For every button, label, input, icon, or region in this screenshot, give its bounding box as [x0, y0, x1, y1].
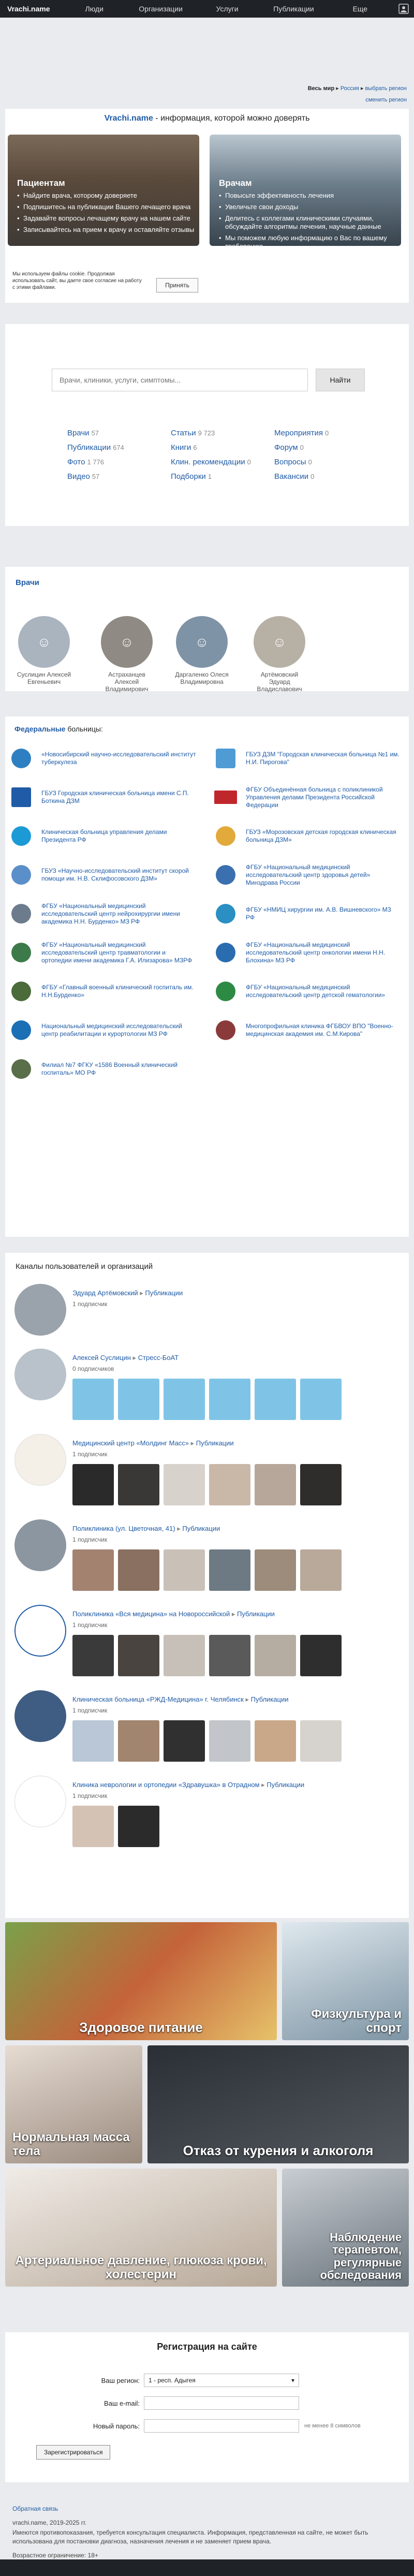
stat-link[interactable]: Публикации 674 — [67, 443, 124, 452]
region-world[interactable]: Весь мир — [307, 85, 335, 92]
channel-item[interactable] — [14, 1349, 403, 1426]
avatar — [14, 1776, 66, 1827]
doctor-card[interactable] — [173, 616, 230, 685]
hospital-logo — [5, 942, 37, 963]
channel-thumbnails — [72, 1379, 342, 1420]
hospitals-heading: Федеральные больницы: — [14, 725, 103, 733]
post-thumbnail[interactable] — [118, 1464, 159, 1505]
feedback-link[interactable]: Обратная связь — [12, 2505, 58, 2512]
channel-item[interactable] — [14, 1519, 403, 1597]
hospital-logo — [5, 825, 37, 847]
avatar: ☺ — [18, 616, 70, 668]
hospital-item[interactable]: ГБУЗ ДЗМ "Городская клиническая больница №1 им. Н.И. Пирогова" — [210, 745, 401, 772]
registration-heading: Регистрация на сайте — [157, 2341, 257, 2352]
disclaimer: Имеются противопоказания, требуется консультация специалиста. Информация, представленная на сайте, не может быть использована для постановки диагноза, назначения лечения и не заменяет прием врача. — [12, 2529, 368, 2545]
arrow-right-icon: ▸ — [360, 85, 365, 92]
patients-title: Пациентам — [17, 178, 65, 188]
channel-subscribers: 0 подписчиков — [72, 1365, 114, 1372]
post-thumbnail[interactable] — [255, 1635, 296, 1676]
stat-link[interactable]: Врачи 57 — [67, 429, 99, 437]
hospital-logo — [5, 1058, 37, 1080]
channel-subscribers: 1 подписчик — [72, 1707, 108, 1714]
doctor-name: Суслицин Алексей Евгеньевич — [17, 671, 71, 685]
channel-item[interactable] — [14, 1605, 403, 1682]
channel-name[interactable]: Поликлиника (ул. Цветочная, 41) ▸ Публикации — [72, 1525, 220, 1532]
doctor-card[interactable] — [98, 616, 155, 693]
stat-link[interactable]: Фото 1 776 — [67, 458, 105, 466]
password-field[interactable] — [144, 2419, 299, 2433]
hospital-item[interactable]: ФГБУ «Национальный медицинский исследовательский центр детской гематологии» — [210, 978, 401, 1005]
hospital-logo — [210, 748, 242, 769]
channel-item[interactable] — [14, 1434, 403, 1512]
nav-publications[interactable]: Публикации — [273, 5, 314, 13]
avatar — [14, 1605, 66, 1657]
post-thumbnail[interactable] — [209, 1379, 250, 1420]
doctors-item: • Повысьте эффективность лечения — [219, 192, 401, 200]
hospital-item[interactable]: ФГБУ «НМИЦ хирургии им. А.В. Вишневского» МЗ РФ — [210, 900, 401, 927]
hospital-item[interactable]: Многопрофильная клиника ФГБВОУ ВПО "Военно-медицинская академия им. С.М.Кирова" — [210, 1017, 401, 1044]
main-nav — [61, 5, 393, 13]
stat-link[interactable]: Вопросы 0 — [274, 458, 312, 466]
stat-link[interactable]: Форум 0 — [274, 443, 304, 452]
hospital-item[interactable]: ГБУЗ «Научно-исследовательский институт скорой помощи им. Н.В. Склифосовского ДЗМ» — [5, 861, 197, 888]
nav-organizations[interactable]: Организации — [139, 5, 183, 13]
post-thumbnail[interactable] — [209, 1720, 250, 1762]
chevron-down-icon: ▾ — [291, 2377, 294, 2384]
search-button[interactable]: Найти — [316, 369, 365, 391]
footer — [5, 2505, 409, 2565]
channel-subscribers: 1 подписчик — [72, 1536, 108, 1543]
post-thumbnail[interactable] — [209, 1635, 250, 1676]
doctor-card[interactable] — [16, 616, 72, 685]
site-logo[interactable]: Vrachi.name — [7, 5, 50, 13]
post-thumbnail[interactable] — [164, 1464, 205, 1505]
hero-section — [5, 109, 409, 303]
hospital-logo — [210, 825, 242, 847]
post-thumbnail[interactable] — [300, 1464, 342, 1505]
tile-no-smoking[interactable]: Отказ от курения и алкоголя — [147, 2045, 409, 2163]
nav-more[interactable]: Еще — [352, 5, 368, 13]
hospital-item[interactable]: ГБУЗ Городская клиническая больница имени С.П. Боткина ДЗМ — [5, 784, 197, 811]
patients-item: • Задавайте вопросы лечащему врачу на нашем сайте — [17, 214, 199, 223]
cookie-text: Мы используем файлы cookie. Продолжая использовать сайт, вы даете свое согласие на работу с этими файлами. — [12, 271, 142, 290]
post-thumbnail[interactable] — [118, 1549, 159, 1591]
tile-sport[interactable]: Физкультура и спорт — [282, 1922, 409, 2040]
hospital-logo — [5, 786, 37, 808]
search-section — [5, 324, 409, 526]
password-label: Новый пароль: — [93, 2422, 140, 2430]
post-thumbnail[interactable] — [164, 1549, 205, 1591]
hospital-logo — [210, 903, 242, 925]
channel-thumbnails — [72, 1720, 342, 1762]
channel-name[interactable]: Клиника неврологии и ортопедии «Здравушка» в Отрадном ▸ Публикации — [72, 1781, 305, 1789]
post-thumbnail[interactable] — [300, 1549, 342, 1591]
post-thumbnail[interactable] — [164, 1635, 205, 1676]
patients-item: • Записывайтесь на прием к врачу и оставляйте отзывы — [17, 226, 199, 234]
hospital-logo — [210, 786, 242, 808]
post-thumbnail[interactable] — [300, 1379, 342, 1420]
copyright: vrachi.name, 2019-2025 гг. — [12, 2519, 87, 2526]
post-thumbnail[interactable] — [209, 1464, 250, 1505]
password-row — [57, 2419, 361, 2433]
avatar — [14, 1519, 66, 1571]
channels-heading: Каналы пользователей и организаций — [16, 1262, 153, 1271]
doctors-heading: Врачи — [16, 578, 39, 587]
post-thumbnail[interactable] — [72, 1464, 114, 1505]
bottom-bar — [0, 2559, 414, 2576]
post-thumbnail[interactable] — [72, 1379, 114, 1420]
channel-thumbnails — [72, 1806, 159, 1847]
region-country[interactable]: Россия — [340, 85, 359, 92]
doctor-name: Даргаленко Олеся Владимировна — [175, 671, 229, 685]
doctors-panel[interactable] — [210, 135, 401, 250]
register-button[interactable]: Зарегистрироваться — [36, 2445, 110, 2460]
channel-item[interactable] — [14, 1690, 403, 1768]
channel-subscribers: 1 подписчик — [72, 1300, 108, 1308]
avatar: ☺ — [176, 616, 228, 668]
registration-form — [5, 2332, 409, 2482]
channel-thumbnails — [72, 1464, 342, 1505]
hospital-item[interactable]: ФГБУ «Национальный медицинский исследовательский центр нейрохирургии имени академика Н.Н. Бурденко» МЗ РФ — [5, 900, 197, 927]
post-thumbnail[interactable] — [209, 1549, 250, 1591]
stat-link[interactable]: Подборки 1 — [171, 472, 212, 481]
doctor-name: Артёмовский Эдуард Владиславович — [257, 671, 302, 693]
hospital-logo — [5, 864, 37, 886]
tile-checkup[interactable]: Наблюдение терапевтом, регулярные обследования — [282, 2169, 409, 2287]
email-field[interactable] — [144, 2396, 299, 2410]
post-thumbnail[interactable] — [164, 1720, 205, 1762]
hospital-item[interactable]: ФГБУ «Главный военный клинический госпиталь им. Н.Н.Бурденко» — [5, 978, 197, 1005]
post-thumbnail[interactable] — [300, 1635, 342, 1676]
channel-name[interactable]: Клиническая больница «РЖД-Медицина» г. Челябинск ▸ Публикации — [72, 1695, 289, 1703]
stat-link[interactable]: Мероприятия 0 — [274, 429, 329, 437]
age-restriction: Возрастное ограничение: 18+ — [12, 2552, 98, 2559]
tile-blood-pressure[interactable]: Артериальное давление, глюкоза крови, холестерин — [5, 2169, 277, 2287]
hospital-item[interactable]: Клиническая больница управления делами Президента РФ — [5, 823, 197, 850]
channel-item[interactable] — [14, 1776, 403, 1853]
search-input[interactable] — [52, 369, 308, 391]
post-thumbnail[interactable] — [300, 1720, 342, 1762]
region-select[interactable]: 1 - респ. Адыгея ▾ — [144, 2374, 299, 2387]
channel-name[interactable]: Поликлиника «Вся медицина» на Новороссийской ▸ Публикации — [72, 1610, 275, 1618]
hospital-logo — [5, 903, 37, 925]
doctor-name: Астраханцев Алексей Владимирович — [105, 671, 149, 693]
email-label: Ваш e-mail: — [104, 2399, 140, 2407]
region-selector — [308, 85, 407, 103]
post-thumbnail[interactable] — [255, 1720, 296, 1762]
doctors-section — [5, 567, 409, 691]
nav-services[interactable]: Услуги — [216, 5, 239, 13]
post-thumbnail[interactable] — [72, 1806, 114, 1847]
hospital-item[interactable]: ФГБУ «Национальный медицинский исследовательский центр онкологии имени Н.Н. Блохина» МЗ РФ — [210, 939, 401, 966]
user-icon — [398, 4, 409, 14]
hospital-item[interactable]: ГБУЗ «Морозовская детская городская клиническая больница ДЗМ» — [210, 823, 401, 850]
avatar — [14, 1284, 66, 1336]
post-thumbnail[interactable] — [118, 1806, 159, 1847]
post-thumbnail[interactable] — [255, 1379, 296, 1420]
tile-healthy-food[interactable]: Здоровое питание — [5, 1922, 277, 2040]
post-thumbnail[interactable] — [164, 1379, 205, 1420]
hospital-item[interactable]: «Новосибирский научно-исследовательский институт туберкулеза — [5, 745, 197, 772]
channel-name[interactable]: Эдуард Артёмовский ▸ Публикации — [72, 1289, 183, 1297]
hospital-logo — [5, 1019, 37, 1041]
post-thumbnail[interactable] — [72, 1549, 114, 1591]
channels-section — [5, 1253, 409, 1918]
channel-subscribers: 1 подписчик — [72, 1451, 108, 1458]
post-thumbnail[interactable] — [255, 1464, 296, 1505]
channel-name[interactable]: Алексей Суслицин ▸ Стресс-БоАТ — [72, 1354, 179, 1362]
hero-heading: Vrachi.name - информация, которой можно доверять — [104, 114, 310, 123]
post-thumbnail[interactable] — [118, 1720, 159, 1762]
channel-thumbnails — [72, 1635, 342, 1676]
post-thumbnail[interactable] — [118, 1379, 159, 1420]
doctors-item: • Мы поможем любую информацию о Вас по вашему требованию — [219, 234, 401, 251]
avatar: ☺ — [254, 616, 305, 668]
stat-link[interactable]: Статьи 9 723 — [171, 429, 215, 437]
channel-thumbnails — [72, 1549, 342, 1591]
channel-name[interactable]: Медицинский центр «Молдинг Масс» ▸ Публикации — [72, 1439, 234, 1447]
email-row — [57, 2396, 299, 2410]
doctors-item: • Увеличьте свои доходы — [219, 203, 401, 211]
region-choose-link[interactable]: выбрать регион — [365, 85, 407, 92]
avatar: ☺ — [101, 616, 153, 668]
change-region-link[interactable]: сменить регион — [365, 97, 407, 103]
stat-link[interactable]: Книги 6 — [171, 443, 197, 452]
region-label: Ваш регион: — [101, 2376, 140, 2384]
post-thumbnail[interactable] — [118, 1635, 159, 1676]
cookie-banner — [5, 267, 204, 303]
arrow-right-icon: ▸ — [336, 85, 341, 92]
avatar — [14, 1434, 66, 1486]
user-menu-button[interactable] — [393, 0, 414, 18]
stat-link[interactable]: Клин. рекомендации 0 — [171, 458, 251, 466]
patients-item: • Подпишитесь на публикации Вашего лечащего врача — [17, 203, 199, 211]
hospital-item[interactable]: ФГБУ Объединённая больница с поликлиникой Управления делами Президента Российской Федерации — [210, 784, 401, 811]
avatar — [14, 1349, 66, 1400]
doctor-card[interactable] — [251, 616, 308, 693]
hospital-logo — [210, 980, 242, 1002]
stat-link[interactable]: Видео 57 — [67, 472, 100, 481]
password-hint: не менее 8 символов — [304, 2423, 361, 2429]
top-navbar — [0, 0, 414, 18]
post-thumbnail[interactable] — [255, 1549, 296, 1591]
hospital-item[interactable]: ФГБУ «Национальный медицинский исследовательский центр травматологии и ортопедии имени академика Г.А. Илизарова» МЗРФ — [5, 939, 197, 966]
avatar — [14, 1690, 66, 1742]
hospitals-section — [5, 716, 409, 1237]
nav-people[interactable]: Люди — [85, 5, 103, 13]
hospital-item[interactable]: Национальный медицинский исследовательский центр реабилитации и курортологии МЗ РФ — [5, 1017, 197, 1044]
post-thumbnail[interactable] — [72, 1635, 114, 1676]
doctors-title: Врачам — [219, 178, 252, 188]
hospital-logo — [5, 748, 37, 769]
hospital-logo — [5, 980, 37, 1002]
channel-subscribers: 1 подписчик — [72, 1792, 108, 1799]
doctors-item: • Делитесь с коллегами клиническими случаями, обсуждайте алгоритмы лечения, научные данные — [219, 214, 401, 231]
cookie-accept-button[interactable]: Принять — [156, 278, 198, 292]
channel-subscribers: 1 подписчик — [72, 1621, 108, 1629]
patients-panel[interactable] — [8, 135, 199, 246]
tile-weight[interactable]: Нормальная масса тела — [5, 2045, 142, 2163]
hospital-item[interactable]: ФГБУ «Национальный медицинский исследовательский центр здоровья детей» Минздрава России — [210, 861, 401, 888]
channel-item[interactable] — [14, 1284, 403, 1341]
hospital-logo — [210, 942, 242, 963]
stats-grid — [67, 428, 378, 482]
patients-item: • Найдите врача, которому доверяете — [17, 192, 199, 200]
region-row — [57, 2374, 299, 2387]
hospital-logo — [210, 864, 242, 886]
post-thumbnail[interactable] — [72, 1720, 114, 1762]
hospital-logo — [210, 1019, 242, 1041]
hospital-item[interactable]: Филиал №7 ФГКУ «1586 Военный клинический госпиталь» МО РФ — [5, 1056, 197, 1082]
stat-link[interactable]: Вакансии 0 — [274, 472, 315, 481]
lifestyle-tiles — [5, 1922, 409, 2331]
